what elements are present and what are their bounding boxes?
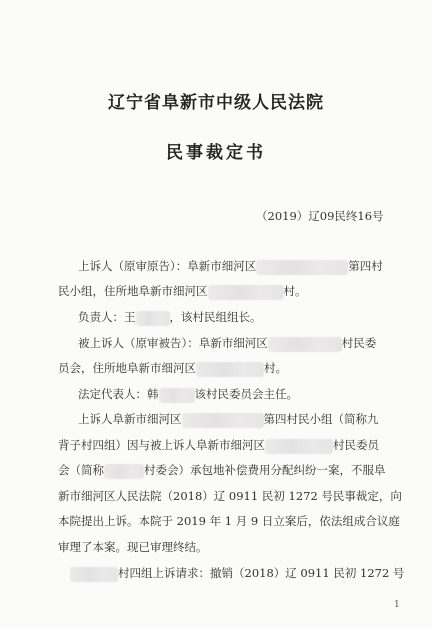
redaction-block xyxy=(70,567,118,582)
appellant-address-line xyxy=(58,283,307,300)
court-name: 辽宁省阜新市中级人民法院 xyxy=(108,93,324,113)
case-paragraph-line-3 xyxy=(58,462,386,479)
responsible-person-suffix: ，该村民组组长。 xyxy=(169,310,262,324)
case-text: 第四村民小组（简称九 xyxy=(263,412,379,426)
redaction-block xyxy=(256,260,348,275)
redaction-block xyxy=(265,439,333,454)
legal-representative-line xyxy=(78,386,298,403)
appellant-address-suffix: 村。 xyxy=(283,284,307,298)
appeal-request-line xyxy=(70,565,404,582)
redaction-block xyxy=(182,413,264,428)
appellee-address-suffix: 村。 xyxy=(264,361,287,375)
redaction-block xyxy=(136,311,170,326)
case-text: 会（简称 xyxy=(58,463,104,477)
case-paragraph-line-5: 本院提出上诉。本院于 2019 年 1 月 9 日立案后，依法组成合议庭 xyxy=(58,514,400,528)
appellee-address-line xyxy=(58,360,287,377)
legal-representative-suffix: 该村民委员会主任。 xyxy=(194,387,298,401)
case-paragraph-line-2 xyxy=(58,437,379,454)
appellant-label: 上诉人（原审原告）：阜新市细河区 xyxy=(78,259,257,273)
appellee-line xyxy=(78,335,376,352)
case-number: （2019）辽09民终16号 xyxy=(256,209,384,223)
appellant-address-label: 民小组，住所地阜新市细河区 xyxy=(58,284,208,298)
redaction-block xyxy=(208,285,284,300)
appellee-address-label: 员会，住所地阜新市细河区 xyxy=(58,361,196,375)
appellant-line xyxy=(78,258,383,275)
responsible-person-label: 负责人：王 xyxy=(78,310,136,324)
case-text: 村委会）承包地补偿费用分配纠纷一案，不服阜 xyxy=(144,463,386,477)
appellee-suffix: 村民委 xyxy=(341,336,377,350)
case-paragraph-line-1 xyxy=(78,411,379,428)
redaction-block xyxy=(196,362,264,377)
case-text: 背子村四组）因与被上诉人阜新市细河区 xyxy=(58,438,265,452)
case-paragraph-line-4: 新市细河区人民法院（2018）辽 0911 民初 1272 号民事裁定，向 xyxy=(58,489,402,503)
case-text: 上诉人阜新市细河区 xyxy=(78,412,182,426)
legal-representative-label: 法定代表人：韩 xyxy=(78,387,159,401)
document-type-title: 民事裁定书 xyxy=(166,143,266,163)
page-number: 1 xyxy=(394,600,400,610)
redaction-block xyxy=(104,464,144,479)
appellant-suffix: 第四村 xyxy=(348,259,383,273)
redaction-block xyxy=(159,388,195,403)
appellee-label: 被上诉人（原审被告）：阜新市细河区 xyxy=(78,336,268,350)
appeal-request-text: 村四组上诉请求：撤销（2018）辽 0911 民初 1272 号 xyxy=(118,566,405,580)
responsible-person-line xyxy=(78,309,262,326)
redaction-block xyxy=(268,337,342,352)
case-paragraph-line-6: 审理了本案。现已审理终结。 xyxy=(58,540,208,554)
case-text: 村民委员 xyxy=(333,438,379,452)
